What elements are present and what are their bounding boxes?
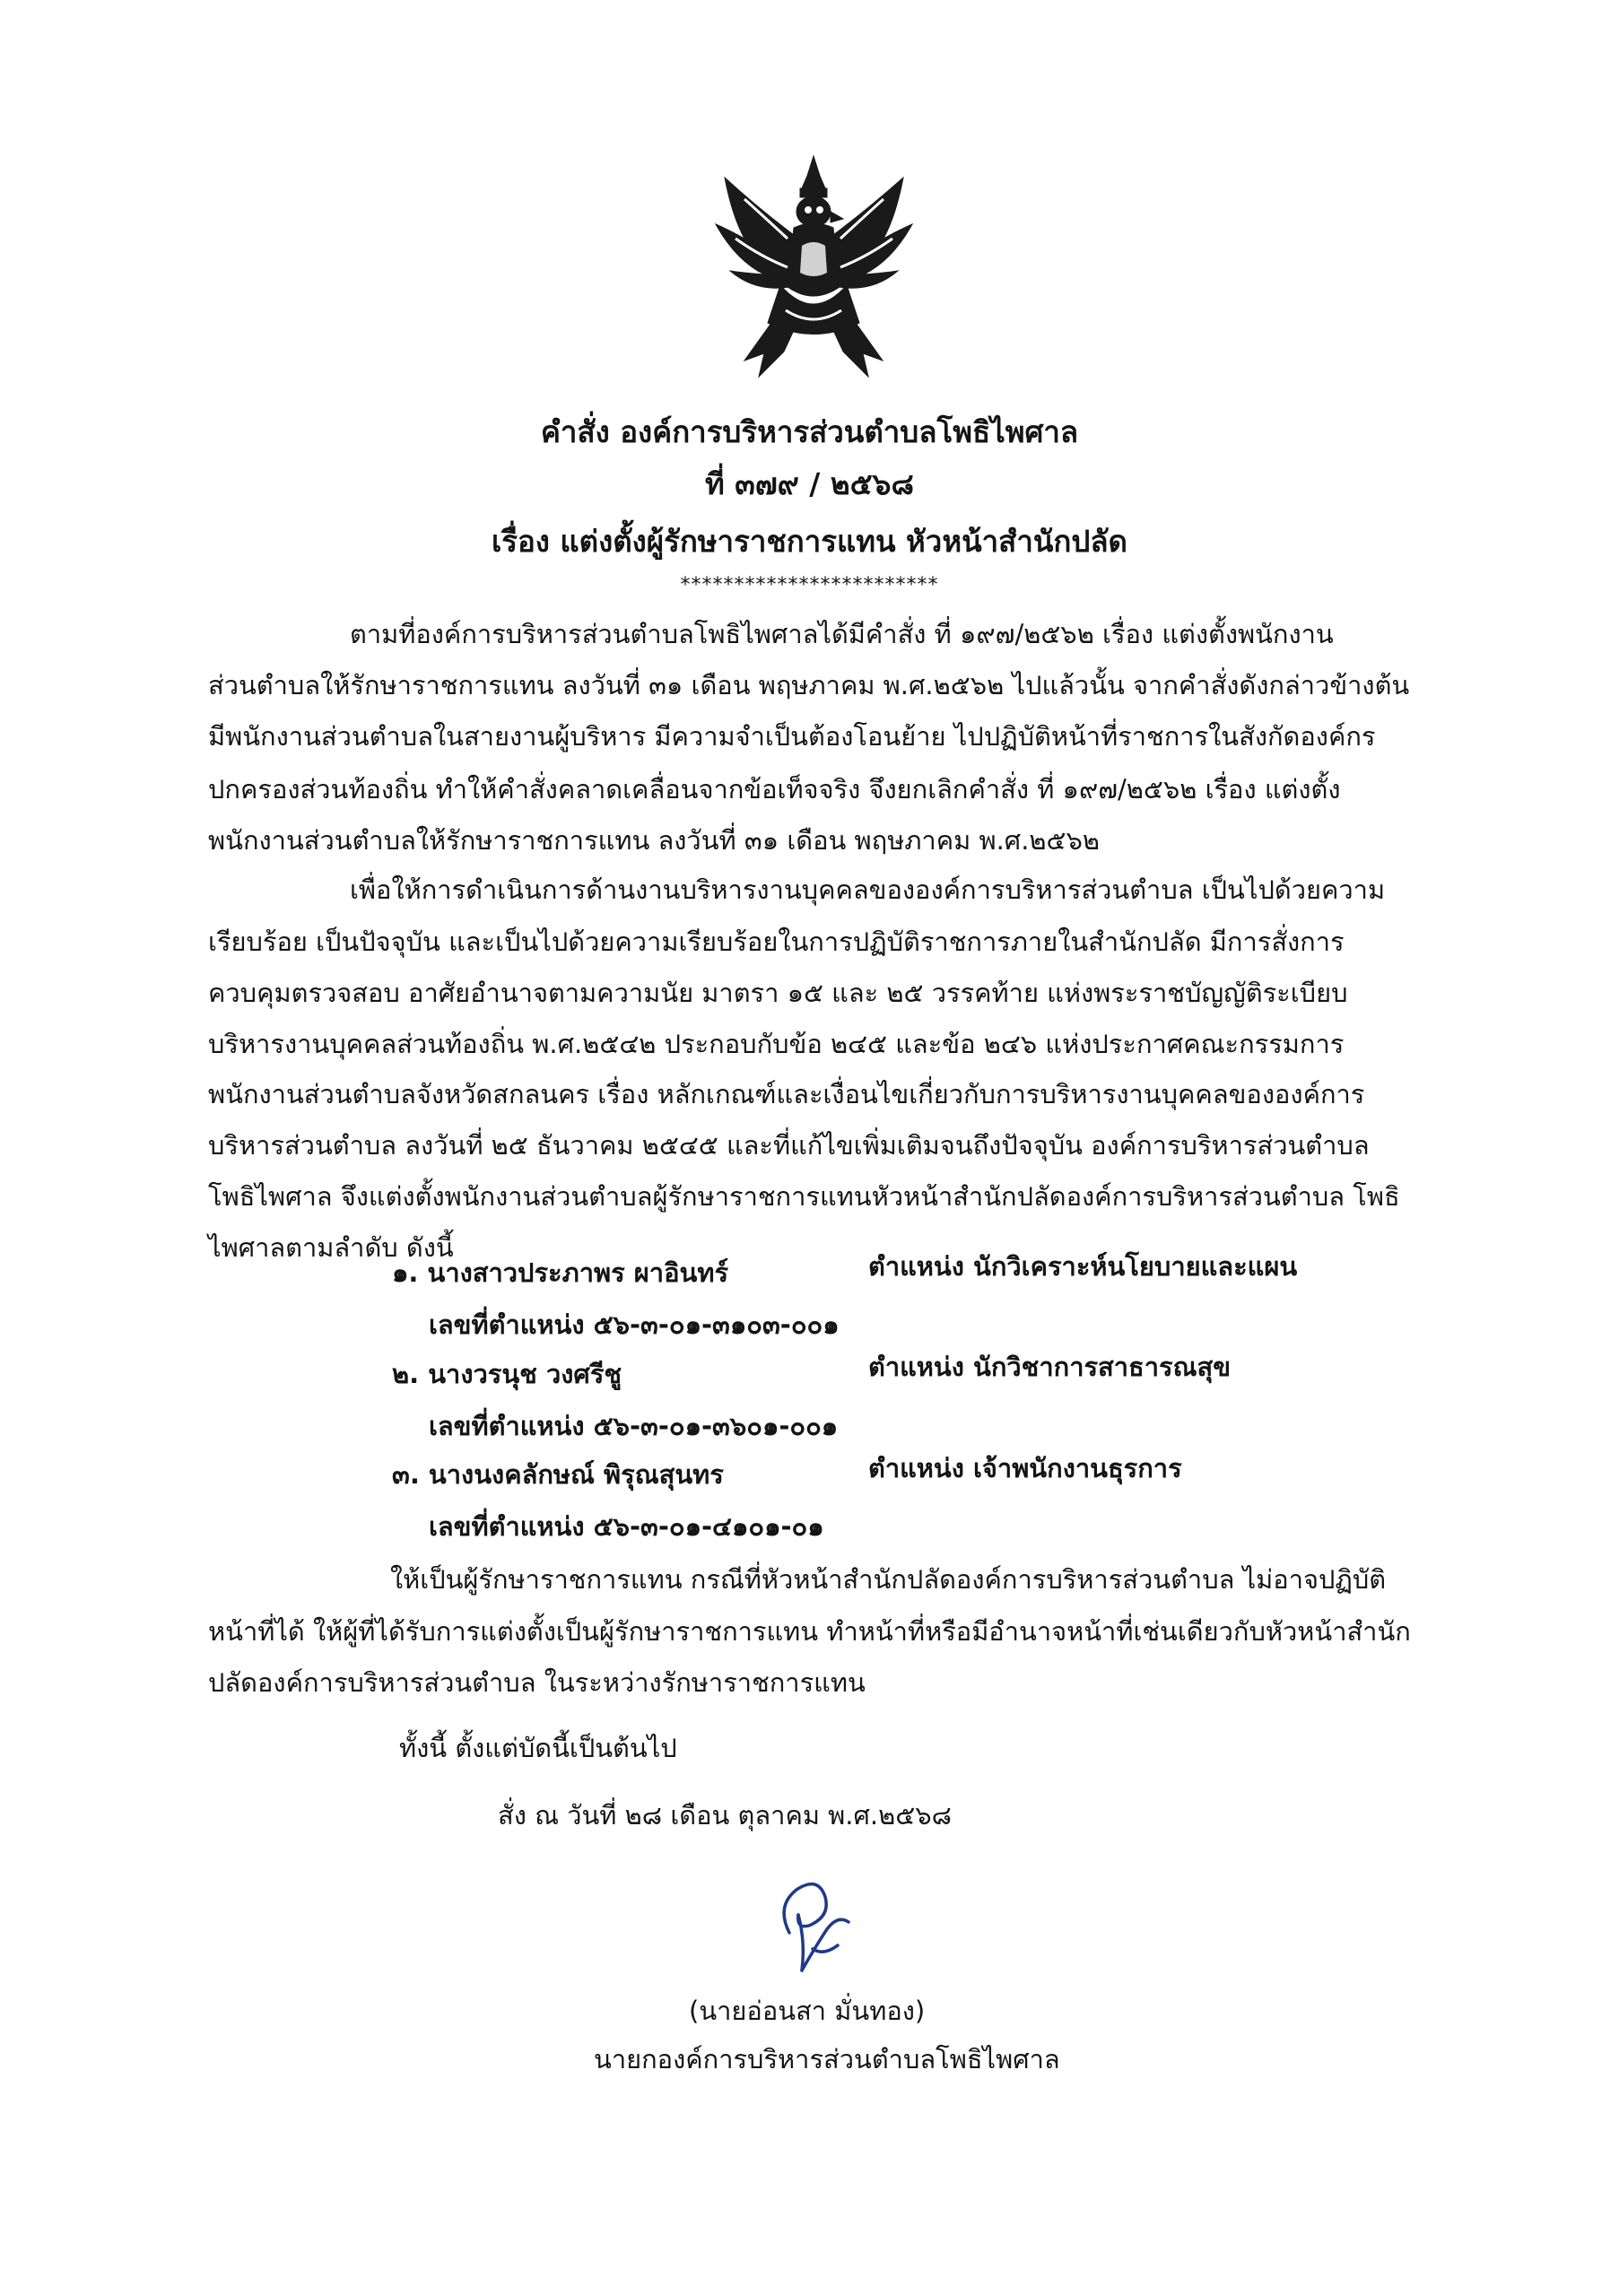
appointee-1-name: ๑. นางสาวประภาพร ผาอินทร์ xyxy=(392,1257,729,1288)
para2-line: ไพศาลตามลำดับ ดังนี้ xyxy=(208,1232,454,1263)
para2-line: บริหารงานบุคคลส่วนท้องถิ่น พ.ศ.๒๕๔๒ ประกอบกับข้อ ๒๔๕ และข้อ ๒๔๖ แห่งประกาศคณะกรรมการ xyxy=(208,1029,1345,1059)
appointee-2-number: เลขที่ตำแหน่ง ๕๖-๓-๐๑-๓๖๐๑-๐๐๑ xyxy=(429,1411,839,1441)
order-date: สั่ง ณ วันที่ ๒๘ เดือน ตุลาคม พ.ศ.๒๕๖๘ xyxy=(498,1800,952,1831)
para2-line: ควบคุมตรวจสอบ อาศัยอำนาจตามความนัย มาตรา ๑๕ และ ๒๕ วรรคท้าย แห่งพระราชบัญญัติระเบียบ xyxy=(208,978,1348,1008)
order-subject: เรื่อง แต่งตั้งผู้รักษาราชการแทน หัวหน้าสำนักปลัด xyxy=(491,524,1127,559)
para1-line: มีพนักงานส่วนตำบลในสายงานผู้บริหาร มีความจำเป็นต้องโอนย้าย ไปปฏิบัติหน้าที่ราชการในสังกัดองค์กร xyxy=(208,721,1376,752)
appointee-2-position: ตำแหน่ง นักวิชาการสาธารณสุข xyxy=(868,1352,1232,1382)
para3-line: ให้เป็นผู้รักษาราชการแทน กรณีที่หัวหน้าสำนักปลัดองค์การบริหารส่วนตำบล ไม่อาจปฏิบัติ xyxy=(390,1564,1387,1595)
appointee-3-position: ตำแหน่ง เจ้าพนักงานธุรการ xyxy=(868,1453,1182,1483)
garuda-emblem-icon xyxy=(709,152,919,381)
para2-line: เรียบร้อย เป็นปัจจุบัน และเป็นไปด้วยความเรียบร้อยในการปฏิบัติราชการภายในสำนักปลัด มีการสั่งการ xyxy=(208,926,1345,957)
effective-statement: ทั้งนี้ ตั้งแต่บัดนี้เป็นต้นไป xyxy=(399,1733,677,1763)
signer-name: (นายอ่อนสา มั่นทอง) xyxy=(689,1996,926,2026)
para1-line: ส่วนตำบลให้รักษาราชการแทน ลงวันที่ ๓๑ เดือน พฤษภาคม พ.ศ.๒๕๖๒ ไปแล้วนั้น จากคำสั่งดังกล่าวข้างต้น xyxy=(208,670,1410,700)
para1-line: ตามที่องค์การบริหารส่วนตำบลโพธิไพศาลได้มีคำสั่ง ที่ ๑๙๗/๒๕๖๒ เรื่อง แต่งตั้งพนักงาน xyxy=(350,619,1334,649)
para2-line: โพธิไพศาล จึงแต่งตั้งพนักงานส่วนตำบลผู้รักษาราชการแทนหัวหน้าสำนักปลัดองค์การบริหารส่วนตำบล โพธิ xyxy=(208,1181,1400,1212)
order-number: ที่ ๓๗๙ / ๒๕๖๘ xyxy=(705,466,914,501)
appointee-3-name: ๓. นางนงคลักษณ์ พิรุณสุนทร xyxy=(392,1459,724,1490)
order-title: คำสั่ง องค์การบริหารส่วนตำบลโพธิไพศาล xyxy=(540,414,1079,449)
para3-line: หน้าที่ได้ ให้ผู้ที่ได้รับการแต่งตั้งเป็นผู้รักษาราชการแทน ทำหน้าที่หรือมีอำนาจหน้าที่เช่นเดียวกับหัวหน้าสำนัก xyxy=(208,1616,1411,1647)
appointee-1-number: เลขที่ตำแหน่ง ๕๖-๓-๐๑-๓๑๐๓-๐๐๑ xyxy=(429,1309,840,1340)
para3-line: ปลัดองค์การบริหารส่วนตำบล ในระหว่างรักษาราชการแทน xyxy=(208,1667,866,1698)
para2-line: พนักงานส่วนตำบลจังหวัดสกลนคร เรื่อง หลักเกณฑ์และเงื่อนไขเกี่ยวกับการบริหารงานบุคคลขององค์การ xyxy=(208,1079,1365,1109)
appointee-2-name: ๒. นางวรนุช วงศรีชู xyxy=(392,1359,622,1389)
divider-stars: ************************ xyxy=(680,574,939,596)
para2-line: บริหารส่วนตำบล ลงวันที่ ๒๕ ธันวาคม ๒๕๔๕ และที่แก้ไขเพิ่มเติมจนถึงปัจจุบัน องค์การบริหารส่วนตำบล xyxy=(208,1130,1370,1161)
para2-line: เพื่อให้การดำเนินการด้านงานบริหารงานบุคคลขององค์การบริหารส่วนตำบล เป็นไปด้วยความ xyxy=(350,874,1386,905)
para1-line: พนักงานส่วนตำบลให้รักษาราชการแทน ลงวันที่ ๓๑ เดือน พฤษภาคม พ.ศ.๒๕๖๒ xyxy=(208,825,1101,856)
signer-title: นายกองค์การบริหารส่วนตำบลโพธิไพศาล xyxy=(594,2044,1060,2074)
handwritten-signature-icon xyxy=(762,1870,861,1982)
appointee-3-number: เลขที่ตำแหน่ง ๕๖-๓-๐๑-๔๑๐๑-๐๑ xyxy=(429,1511,824,1542)
appointee-1-position: ตำแหน่ง นักวิเคราะห์นโยบายและแผน xyxy=(868,1251,1298,1282)
para1-line: ปกครองส่วนท้องถิ่น ทำให้คำสั่งคลาดเคลื่อนจากข้อเท็จจริง จึงยกเลิกคำสั่ง ที่ ๑๙๗/๒๕๖๒ เรื่อง แต่งตั้ง xyxy=(208,774,1341,804)
